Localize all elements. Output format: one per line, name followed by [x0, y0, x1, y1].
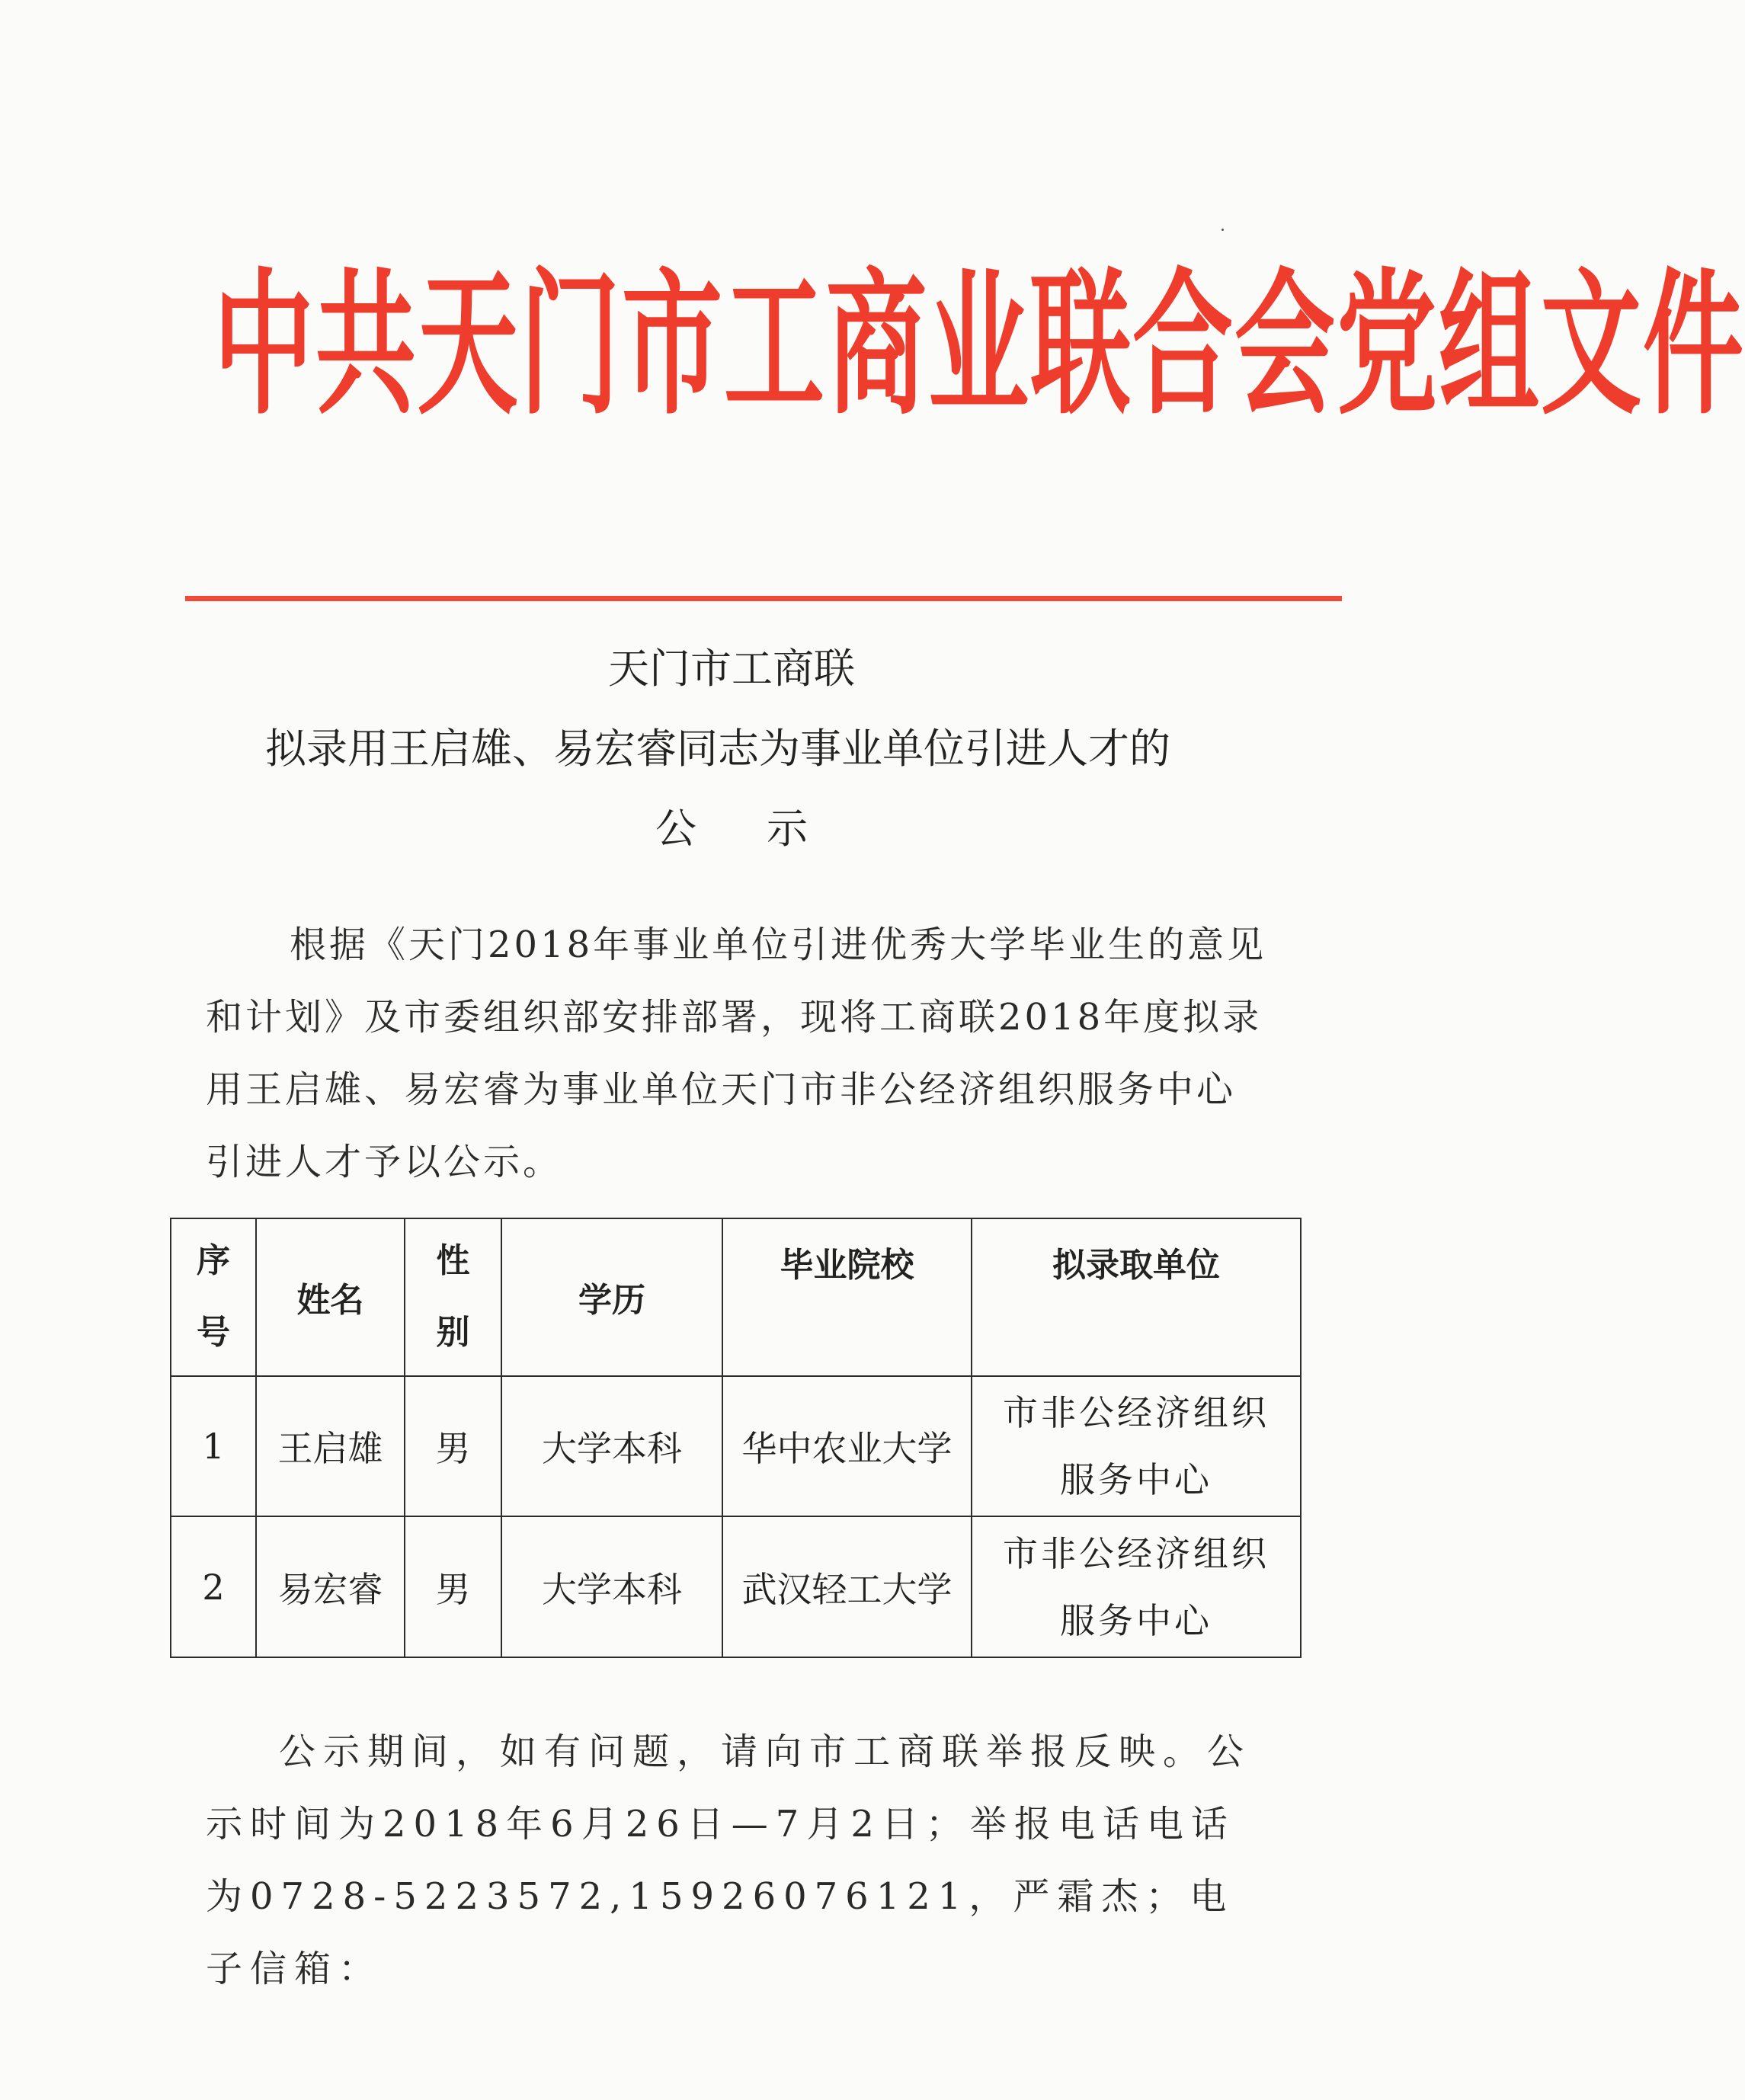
- table-row: [171, 1376, 1301, 1517]
- cell-name: 王启雄: [256, 1376, 405, 1517]
- cell-name: 易宏睿: [256, 1516, 405, 1657]
- notice-title-line-1: 天门市工商联: [608, 645, 855, 693]
- table-row: [171, 1516, 1301, 1657]
- cell-school: 华中农业大学: [722, 1376, 972, 1517]
- cell-education: 大学本科: [501, 1516, 722, 1657]
- header-school: 毕业院校: [722, 1218, 972, 1376]
- cell-school: 武汉轻工大学: [722, 1516, 972, 1657]
- body-paragraph-2: 公示期间，如有问题，请向市工商联举报反映。公示时间为2018年6月26日—7月2日；举报电话电话为0728-5223572,15926076121，严霜杰；电子信箱：: [206, 1730, 1252, 1990]
- cell-gender: 男: [405, 1376, 501, 1517]
- cell-unit: 市非公经济组织 服务中心: [972, 1376, 1301, 1517]
- table-header-row: [171, 1218, 1301, 1376]
- header-name: 姓名: [256, 1218, 405, 1376]
- header-gender: 性 别: [405, 1218, 501, 1376]
- red-divider-line: [185, 596, 1342, 601]
- header-seq: 序 号: [171, 1218, 256, 1376]
- notice-title-line-2: 拟录用王启雄、易宏睿同志为事业单位引进人才的: [265, 725, 1170, 773]
- masthead-title: 中共天门市工商业联合会党组文件: [213, 254, 1745, 437]
- candidate-table: [170, 1218, 1300, 1658]
- body-paragraph-1: 根据《天门2018年事业单位引进优秀大学毕业生的意见和计划》及市委组织部安排部署，现将工商联2018年度拟录用王启雄、易宏睿为事业单位天门市非公经济组织服务中心引进人才予以公示。: [206, 924, 1267, 1183]
- cell-seq: 1: [171, 1376, 256, 1517]
- cell-gender: 男: [405, 1516, 501, 1657]
- cell-unit: 市非公经济组织 服务中心: [972, 1516, 1301, 1657]
- scan-speck: [1222, 229, 1224, 231]
- cell-education: 大学本科: [501, 1376, 722, 1517]
- header-unit: 拟录取单位: [972, 1218, 1301, 1376]
- notice-title-line-3: 公示: [655, 805, 878, 853]
- header-education: 学历: [501, 1218, 722, 1376]
- cell-seq: 2: [171, 1516, 256, 1657]
